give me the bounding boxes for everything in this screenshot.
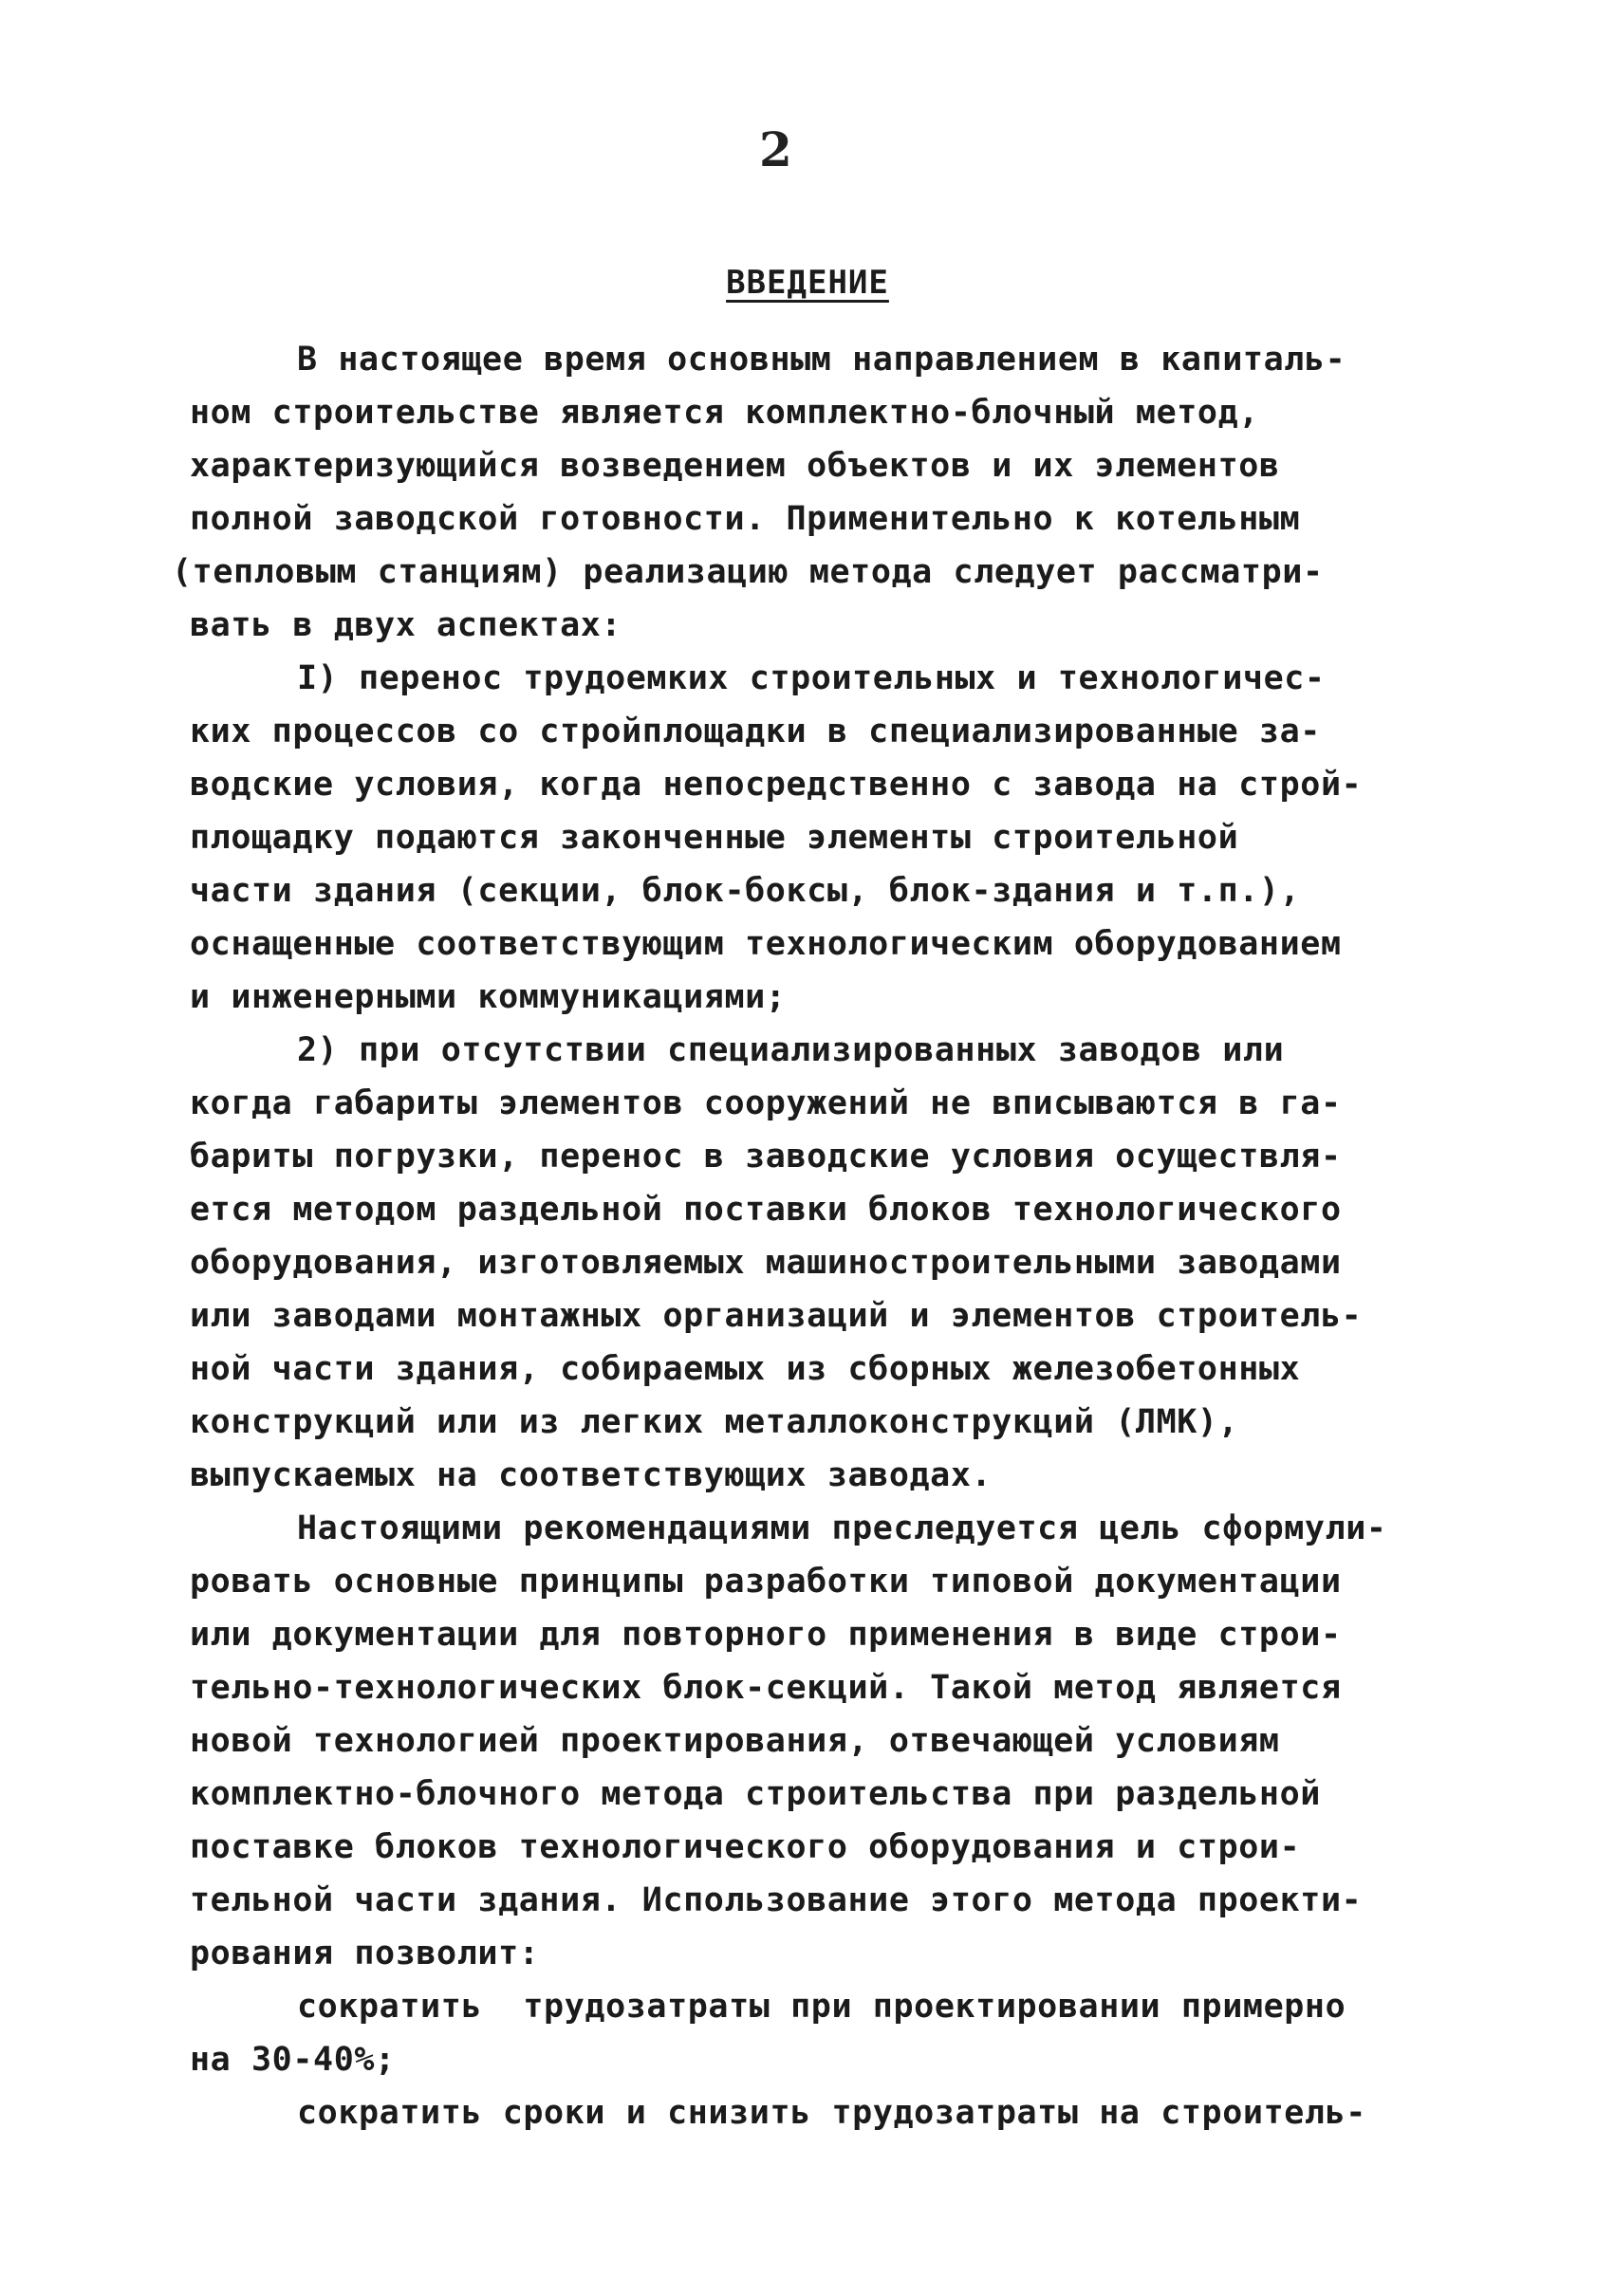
text-line: ровать основные принципы разработки типовой документации xyxy=(190,1563,1342,1601)
text-line: оснащенные соответствующим технологическим оборудованием xyxy=(190,925,1342,963)
text-line: ном строительстве является комплектно-блочный метод, xyxy=(190,394,1259,432)
text-line: 2) при отсутствии специализированных заводов или xyxy=(297,1031,1285,1069)
text-line: тельной части здания. Использование этого метода проекти- xyxy=(190,1881,1363,1919)
text-line: оборудования, изготовляемых машиностроительными заводами xyxy=(190,1244,1342,1282)
text-line: полной заводской готовности. Применительно к котельным xyxy=(190,500,1301,538)
text-line: ется методом раздельной поставки блоков технологического xyxy=(190,1191,1342,1229)
page-number: 2 xyxy=(759,121,793,177)
text-line: водские условия, когда непосредственно с завода на строй- xyxy=(190,766,1363,804)
text-line: Настоящими рекомендациями преследуется цель сформули- xyxy=(297,1509,1387,1547)
text-line: I) перенос трудоемких строительных и технологичес- xyxy=(297,659,1326,697)
text-line: рования позволит: xyxy=(190,1935,540,1972)
text-line: бариты погрузки, перенос в заводские условия осуществля- xyxy=(190,1138,1342,1176)
text-line: сократить трудозатраты при проектировании примерно xyxy=(297,1988,1346,2026)
text-line: или заводами монтажных организаций и элементов строитель- xyxy=(190,1297,1363,1335)
text-line: выпускаемых на соответствующих заводах. xyxy=(190,1456,993,1494)
text-line: вать в двух аспектах: xyxy=(190,606,622,644)
text-line: (тепловым станциям) реализацию метода следует рассматри- xyxy=(172,553,1324,591)
text-line: характеризующийся возведением объектов и их элементов xyxy=(190,447,1280,485)
text-line: ной части здания, собираемых из сборных железобетонных xyxy=(190,1350,1301,1388)
text-line: ких процессов со стройплощадки в специализированные за- xyxy=(190,713,1321,750)
text-line: тельно-технологических блок-секций. Такой метод является xyxy=(190,1669,1342,1707)
text-line: площадку подаются законченные элементы строительной xyxy=(190,819,1239,857)
text-line: на 30-40%; xyxy=(190,2041,396,2079)
text-line: поставке блоков технологического оборудования и строи- xyxy=(190,1828,1301,1866)
text-line: В настоящее время основным направлением в капиталь- xyxy=(297,341,1346,379)
text-line: и инженерными коммуникациями; xyxy=(190,978,787,1016)
text-line: комплектно-блочного метода строительства при раздельной xyxy=(190,1775,1321,1813)
text-line: или документации для повторного применения в виде строи- xyxy=(190,1616,1342,1654)
text-line: когда габариты элементов сооружений не вписываются в га- xyxy=(190,1084,1342,1122)
text-line: новой технологией проектирования, отвечающей условиям xyxy=(190,1722,1280,1760)
text-line: конструкций или из легких металлоконструкций (ЛМК), xyxy=(190,1403,1239,1441)
text-line: сократить сроки и снизить трудозатраты на строитель- xyxy=(297,2094,1366,2132)
text-line: части здания (секции, блок-боксы, блок-здания и т.п.), xyxy=(190,872,1301,910)
section-heading: ВВЕДЕНИЕ xyxy=(726,264,889,302)
